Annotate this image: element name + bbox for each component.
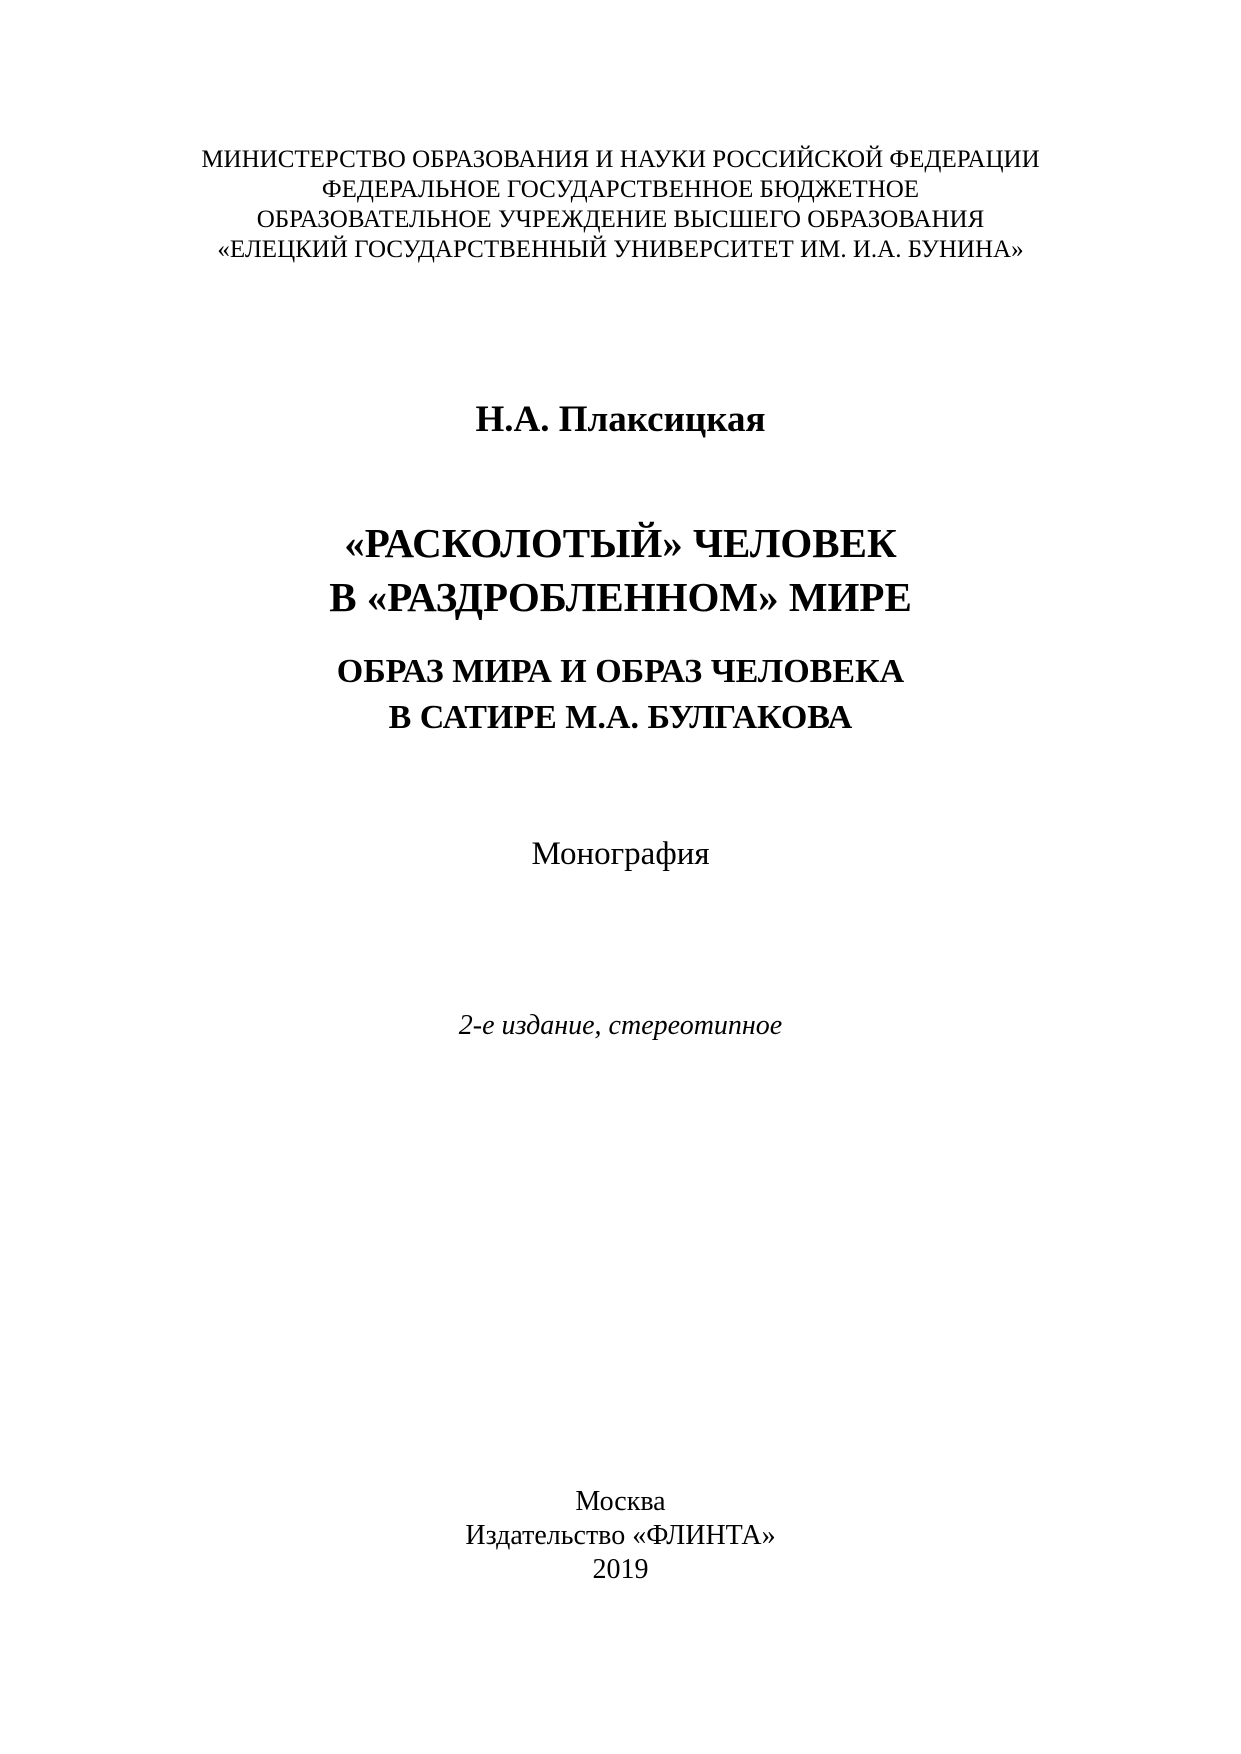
edition-note: 2-е издание, стереотипное: [458, 1010, 783, 1041]
book-subtitle-line-1: ОБРАЗ МИРА И ОБРАЗ ЧЕЛОВЕКА: [336, 653, 905, 690]
author-name: Н.А. Плаксицкая: [475, 399, 766, 440]
institution-line-2: ФЕДЕРАЛЬНОЕ ГОСУДАРСТВЕННОЕ БЮДЖЕТНОЕ: [321, 176, 920, 203]
institution-line-3: ОБРАЗОВАТЕЛЬНОЕ УЧРЕЖДЕНИЕ ВЫСШЕГО ОБРАЗОВАНИЯ: [256, 206, 985, 233]
institution-line-4: «ЕЛЕЦКИЙ ГОСУДАРСТВЕННЫЙ УНИВЕРСИТЕТ ИМ. И.А. БУНИНА»: [217, 236, 1024, 263]
institution-line-1: МИНИСТЕРСТВО ОБРАЗОВАНИЯ И НАУКИ РОССИЙСКОЙ ФЕДЕРАЦИИ: [201, 146, 1040, 173]
genre-label: Монография: [531, 836, 710, 872]
imprint-city: Москва: [575, 1486, 666, 1517]
book-title-line-1: «РАСКОЛОТЫЙ» ЧЕЛОВЕК: [344, 520, 897, 566]
imprint-publisher: Издательство «ФЛИНТА»: [465, 1520, 776, 1551]
book-title-line-2: В «РАЗДРОБЛЕННОМ» МИРЕ: [329, 574, 912, 620]
imprint-year: 2019: [592, 1554, 649, 1585]
book-subtitle-line-2: В САТИРЕ М.А. БУЛГАКОВА: [388, 699, 853, 736]
